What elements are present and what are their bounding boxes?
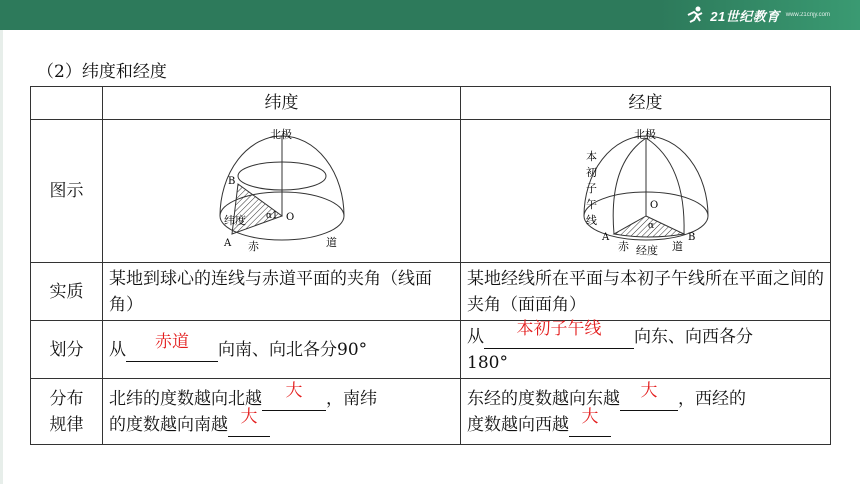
table-header-empty [31, 87, 103, 120]
dist-lat-blank-2 [228, 406, 270, 437]
row-label-division: 划分 [31, 321, 103, 379]
essence-longitude: 某地经线所在平面与本初子午线所在平面之间的夹角（面面角） [461, 263, 831, 321]
table-header-row [31, 87, 831, 120]
left-rule [0, 30, 3, 484]
lon-equator-right: 道 [671, 240, 683, 253]
lat-equator-left: 赤 [247, 240, 259, 253]
dist-lat-answer-2: 大 [240, 406, 258, 427]
division-lat-prefix: 从 [109, 339, 126, 360]
table-row-distribution [31, 379, 831, 445]
lon-prime-meridian-5: 线 [585, 214, 597, 227]
row-label-distribution-line2: 规律 [49, 414, 84, 435]
row-label-essence: 实质 [31, 263, 103, 321]
lon-equator-left: 赤 [617, 240, 629, 253]
essence-latitude: 某地到球心的连线与赤道平面的夹角（线面角） [103, 263, 461, 321]
dist-lon-b: ，西经的 [678, 388, 746, 409]
lon-angle-label: α [647, 221, 654, 231]
lon-prime-meridian-4: 午 [585, 198, 597, 211]
lat-latitude-label: 纬度 [223, 214, 246, 227]
table-row-figure [31, 120, 831, 263]
lat-angle-label: α1 [265, 211, 278, 221]
lat-point-b-label: B [227, 176, 235, 187]
dist-lat-a: 北纬的度数越向北越 [109, 388, 262, 409]
row-label-figure: 图示 [31, 120, 103, 263]
division-lon-blank [484, 318, 634, 349]
table-header-longitude: 经度 [461, 87, 831, 120]
division-lat-suffix: 向南、向北各分90° [218, 339, 368, 360]
brand-name: 21世纪教育 [710, 8, 780, 24]
distribution-latitude [103, 379, 461, 445]
table-header-latitude: 纬度 [103, 87, 461, 120]
dist-lat-b: ，南纬 [326, 388, 377, 409]
dist-lon-answer-1: 大 [640, 380, 658, 401]
section-title: （2）纬度和经度 [37, 62, 167, 82]
dist-lat-c: 的度数越向南越 [109, 414, 228, 435]
table-row-division [31, 321, 831, 379]
division-lat-answer: 赤道 [155, 331, 189, 352]
brand-logo [684, 4, 830, 26]
division-latitude [103, 321, 461, 379]
dist-lat-answer-1: 大 [285, 380, 303, 401]
lat-equator-right: 道 [325, 236, 337, 249]
lon-figure-cell [461, 120, 831, 263]
division-longitude [461, 318, 831, 379]
dist-lon-a: 东经的度数越向东越 [467, 388, 620, 409]
division-lat-blank [126, 331, 218, 362]
lon-center-label: O [649, 200, 658, 211]
lon-prime-meridian-3: 子 [585, 182, 597, 195]
table-row-essence [31, 263, 831, 321]
division-lon-prefix: 从 [467, 326, 484, 347]
dist-lon-c: 度数越向西越 [467, 414, 569, 435]
lat-point-a-label: A [223, 238, 231, 249]
dist-lon-blank-2 [569, 406, 611, 437]
brand-url: www.21cnjy.com [785, 12, 830, 18]
dist-lon-answer-2: 大 [581, 406, 599, 427]
row-label-distribution-line1: 分布 [49, 388, 84, 409]
dist-lat-blank-1 [262, 380, 326, 411]
division-lon-suffix: 向东、向西各分 [634, 326, 753, 347]
lon-point-a-label: A [601, 232, 609, 243]
division-lon-answer: 本初子午线 [516, 318, 602, 339]
runner-icon [684, 6, 706, 24]
lon-prime-meridian-2: 初 [585, 166, 597, 179]
lon-prime-meridian-1: 本 [585, 150, 597, 163]
latitude-diagram [192, 124, 372, 258]
longitude-diagram [556, 124, 736, 258]
header-bar [0, 0, 860, 30]
lat-north-pole-label: 北极 [269, 128, 292, 141]
lat-figure-cell [103, 120, 461, 263]
lat-lon-table [30, 86, 831, 445]
lon-longitude-label: 经度 [635, 244, 658, 257]
distribution-longitude [461, 379, 831, 445]
lon-point-b-label: B [687, 232, 695, 243]
lon-north-pole-label: 北极 [633, 128, 656, 141]
dist-lon-blank-1 [620, 380, 678, 411]
lat-center-label: O [285, 212, 294, 223]
row-label-distribution [31, 379, 103, 445]
division-lon-suffix2: 180° [467, 352, 508, 373]
